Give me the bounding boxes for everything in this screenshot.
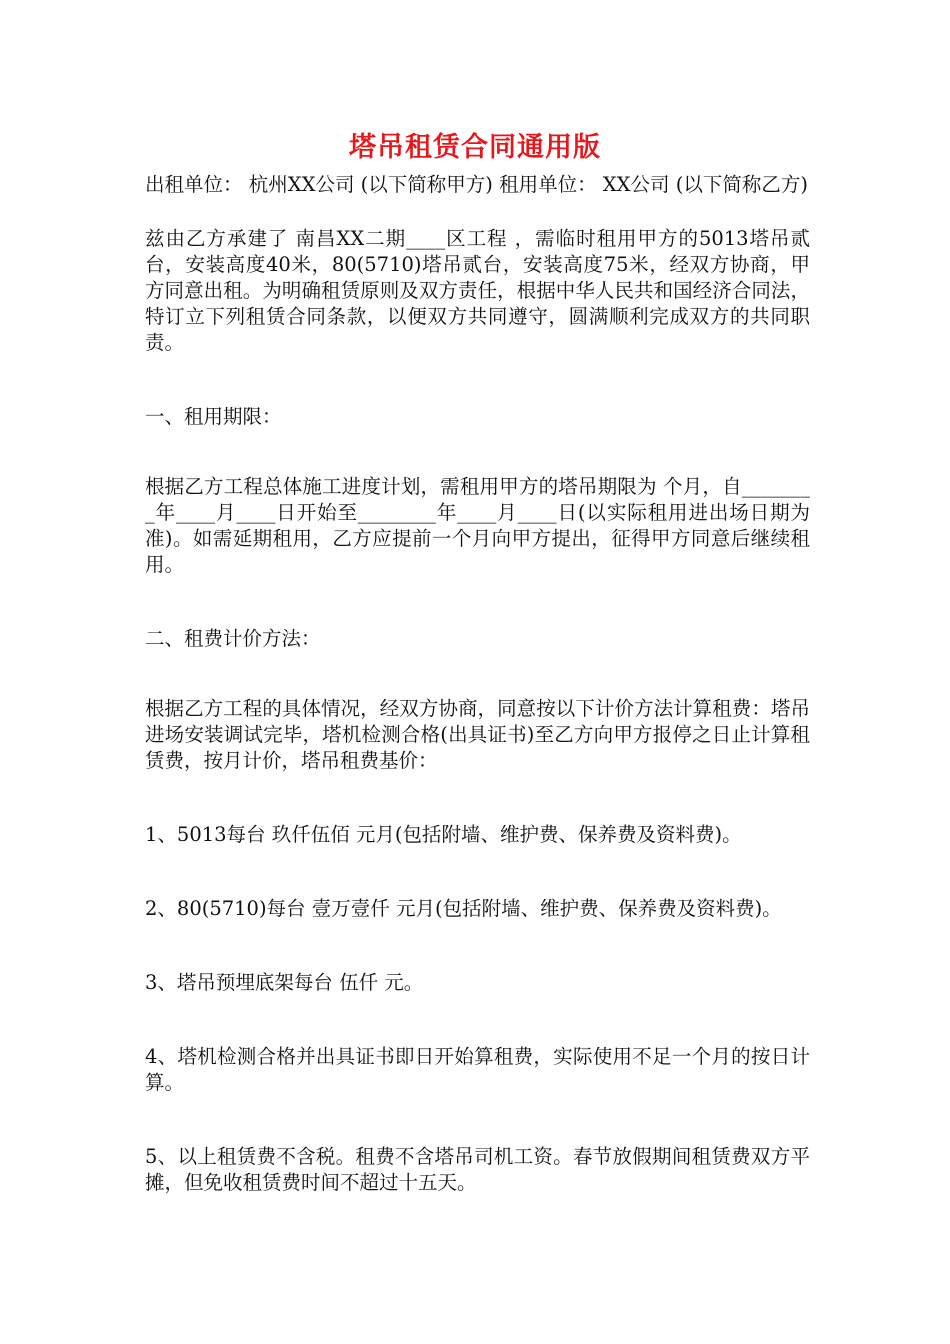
paragraph-gap [145,430,810,474]
paragraph-gap [145,356,810,404]
section-2-body: 根据乙方工程的具体情况，经双方协商，同意按以下计价方法计算租费：塔吊进场安装调试完毕，塔机检测合格(出具证书)至乙方向甲方报停之日止计算租赁费，按月计价，塔吊租费基价： [145,697,810,772]
paragraph-gap [145,774,810,822]
intro-paragraph: 兹由乙方承建了 南昌XX二期____区工程 ，需临时租用甲方的5013塔吊贰台，安装高度40米，80(5710)塔吊贰台，安装高度75米，经双方协商，甲方同意出租。为明确租赁原则及双方责任，根据中华人民共和国经济合同法，特订立下列租赁合同条款，以便双方共同遵守，圆满顺利完成双方的共同职责。 [145,227,810,354]
paragraph-gap [145,1096,810,1144]
pricing-item-4: 4、塔机检测合格并出具证书即日开始算租费，实际使用不足一个月的按日计算。 [145,1045,810,1094]
section-2-heading: 二、租费计价方法： [145,627,321,650]
pricing-item-5: 5、以上租赁费不含税。租费不含塔吊司机工资。春节放假期间租赁费双方平摊，但免收租赁费时间不超过十五天。 [145,1145,810,1194]
paragraph-gap [145,848,810,896]
paragraph-gap [145,578,810,626]
parties-paragraph: 出租单位： 杭州XX公司 (以下简称甲方) 租用单位： XX公司 (以下简称乙方) [145,173,808,196]
pricing-item-2: 2、80(5710)每台 壹万壹仟 元月(包括附墙、维护费、保养费及资料费)。 [145,897,782,920]
document-body [145,172,810,1196]
paragraph-gap [145,652,810,696]
paragraph-gap [145,922,810,970]
pricing-item-1: 1、5013每台 玖仟伍佰 元月(包括附墙、维护费、保养费及资料费)。 [145,823,742,846]
section-1-body: 根据乙方工程总体施工进度计划，需租用甲方的塔吊期限为 个月，自________年____月____日开始至________年____月____日(以实际租用进出场日期为准)。如需延期租用，乙方应提前一个月向甲方提出，征得甲方同意后继续租用。 [145,475,810,576]
section-1-heading: 一、租用期限： [145,405,282,428]
paragraph-gap [145,198,810,226]
document-title: 塔吊租赁合同通用版 [349,132,601,163]
paragraph-gap [145,996,810,1044]
pricing-item-3: 3、塔吊预埋底架每台 伍仟 元。 [145,971,424,994]
